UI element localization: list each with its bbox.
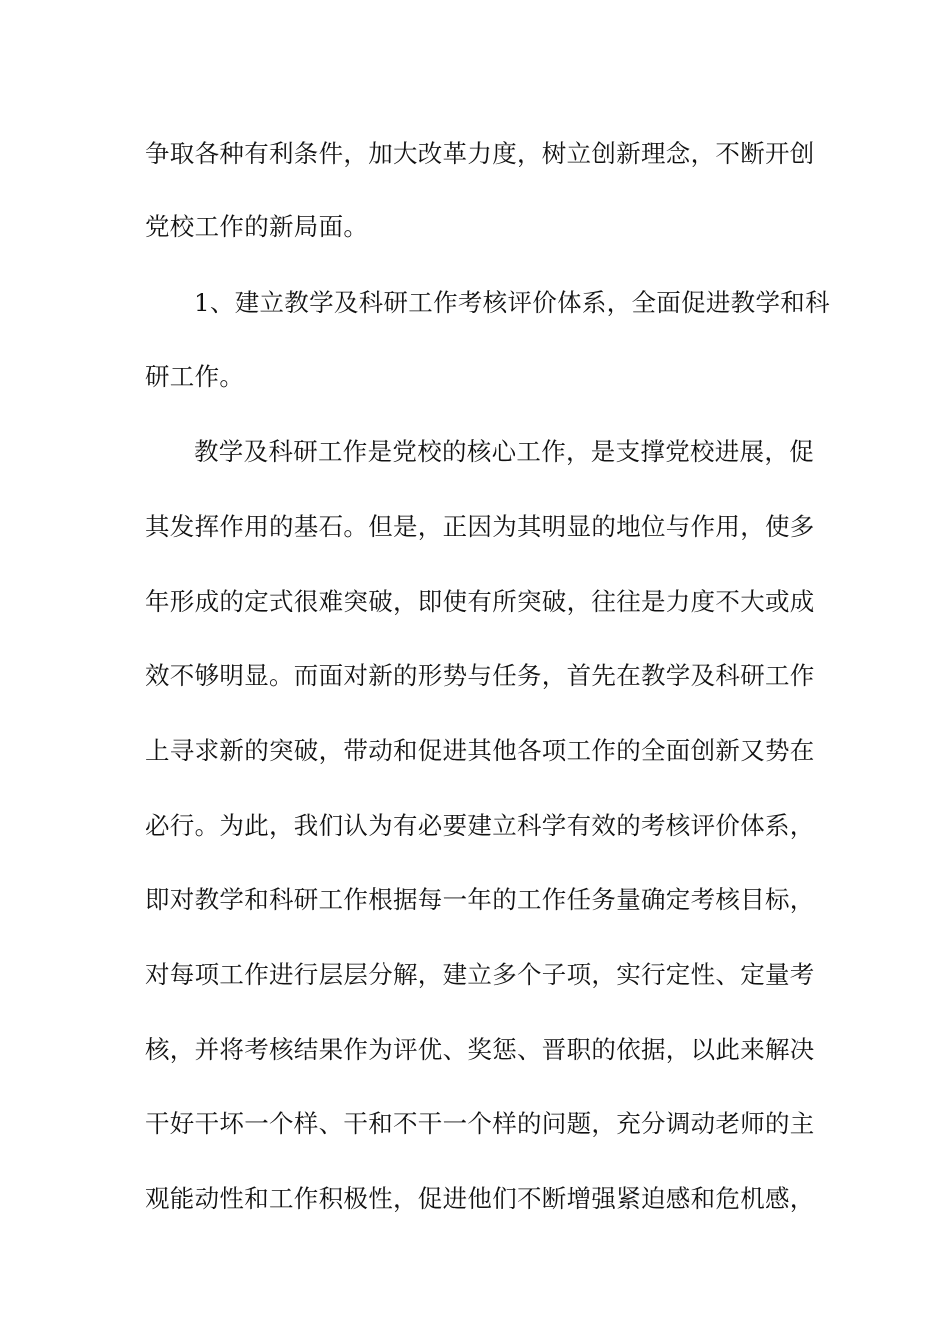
text-line: 争取各种有利条件，加大改革力度，树立创新理念，不断开创 — [145, 139, 815, 168]
text-line: 对每项工作进行层层分解，建立多个子项，实行定性、定量考 — [145, 960, 815, 989]
text-line: 党校工作的新局面。 — [145, 212, 369, 241]
section-heading-continued: 研工作。 — [145, 362, 245, 391]
text-line: 观能动性和工作积极性，促进他们不断增强紧迫感和危机感， — [145, 1184, 815, 1213]
text-line: 上寻求新的突破，带动和促进其他各项工作的全面创新又势在 — [145, 736, 815, 765]
text-line: 年形成的定式很难突破，即使有所突破，往往是力度不大或成 — [145, 587, 815, 616]
text-line: 干好干坏一个样、干和不干一个样的问题，充分调动老师的主 — [145, 1109, 815, 1138]
section-heading: 1、建立教学及科研工作考核评价体系，全面促进教学和科 — [194, 288, 830, 317]
text-line: 必行。为此，我们认为有必要建立科学有效的考核评价体系， — [145, 811, 815, 840]
text-line: 即对教学和科研工作根据每一年的工作任务量确定考核目标， — [145, 885, 815, 914]
paragraph-start: 教学及科研工作是党校的核心工作，是支撑党校进展，促 — [194, 437, 814, 466]
text-line: 效不够明显。而面对新的形势与任务，首先在教学及科研工作 — [145, 661, 815, 690]
text-line: 核，并将考核结果作为评优、奖惩、晋职的依据，以此来解决 — [145, 1035, 815, 1064]
text-line: 其发挥作用的基石。但是，正因为其明显的地位与作用，使多 — [145, 512, 815, 541]
